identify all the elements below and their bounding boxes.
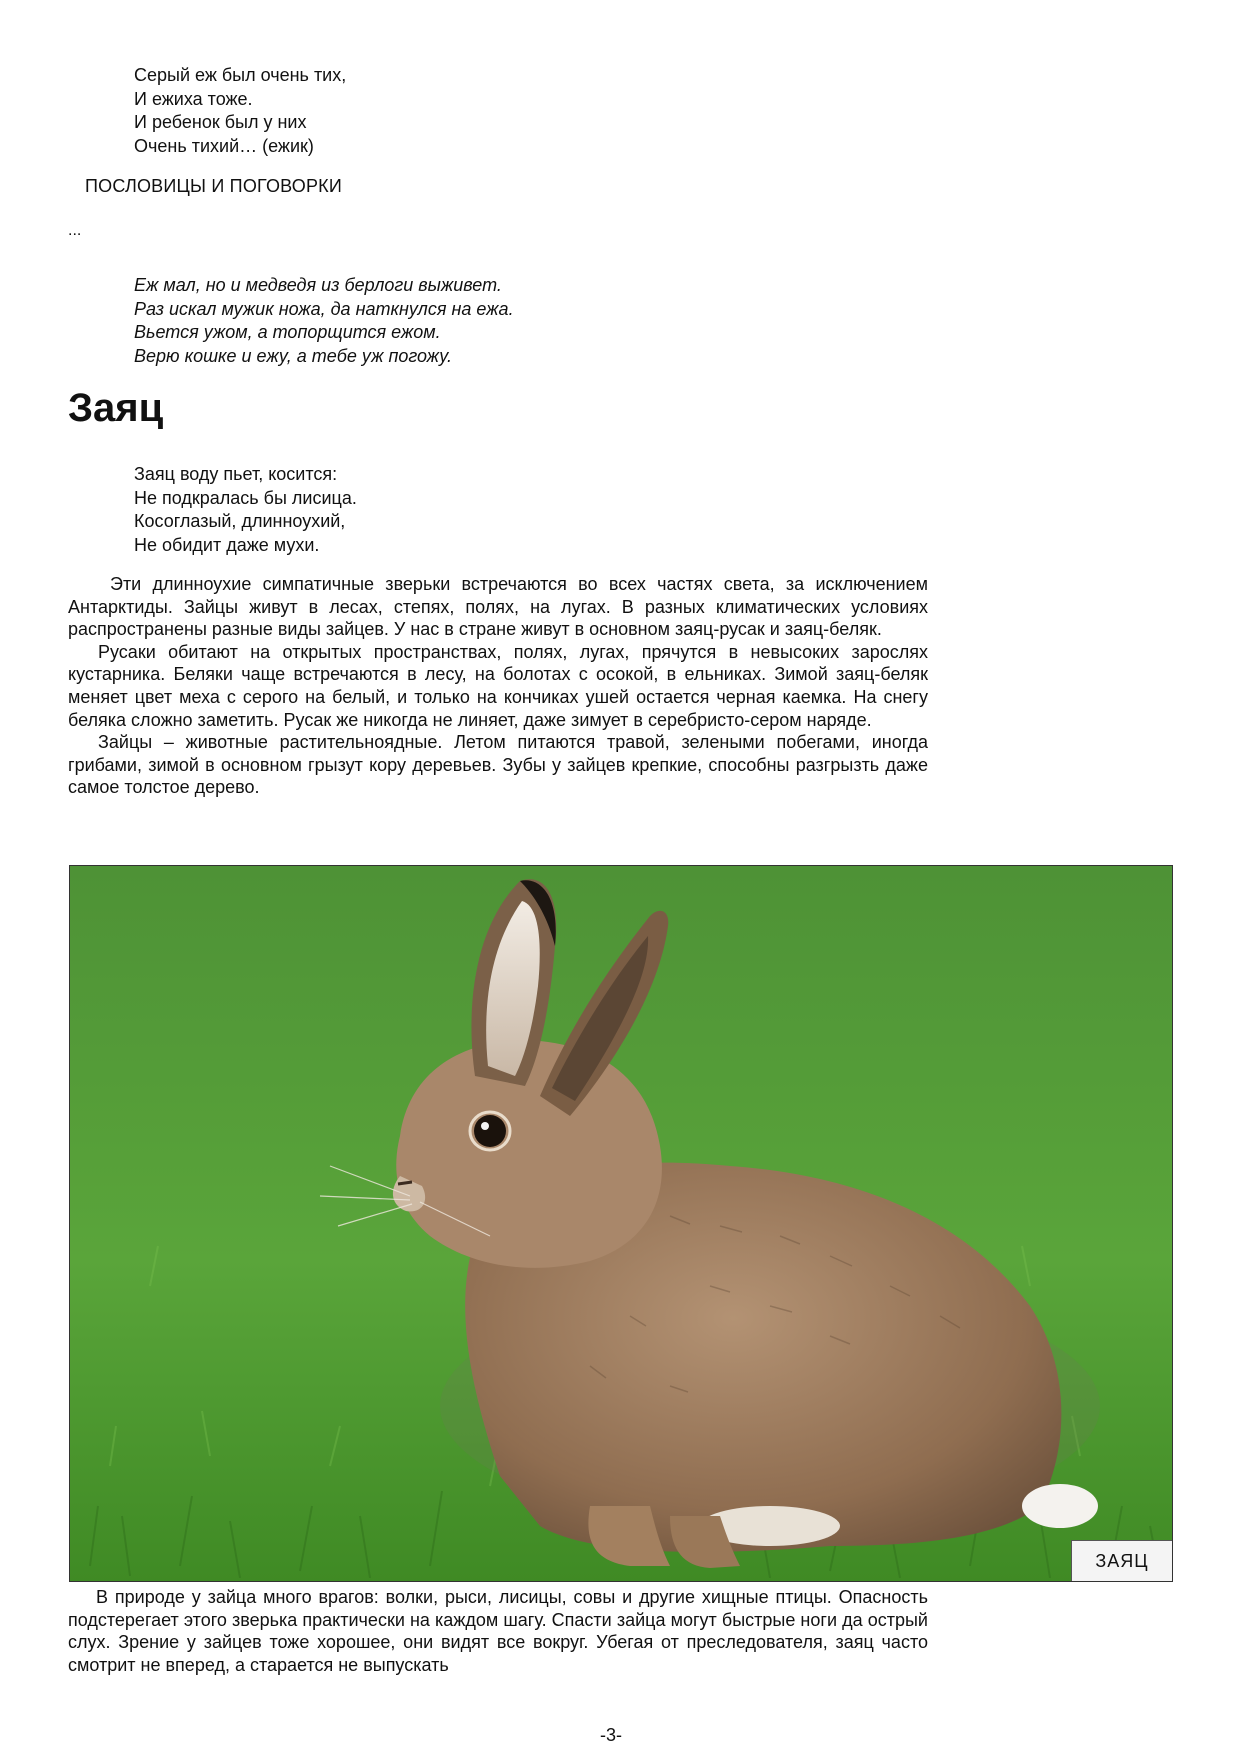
photo-caption: ЗАЯЦ <box>1071 1540 1172 1581</box>
hedgehog-riddle <box>134 64 346 158</box>
proverbs-heading: ПОСЛОВИЦЫ И ПОГОВОРКИ <box>85 176 342 196</box>
hare-illustration <box>70 866 1173 1582</box>
riddle-line: И ежиха тоже. <box>134 88 253 109</box>
riddle-line: Очень тихий… (ежик) <box>134 135 314 156</box>
page-number: -3- <box>600 1725 622 1745</box>
paragraph: Эти длинноухие симпатичные зверьки встречаются во всех частях света, за исключением Антарктиды. Зайцы живут в лесах, степях, полях, на лугах. В разных климатических условиях распространены разные виды зайцев. У нас в стране живут в основном заяц-русак и заяц-беляк. <box>68 574 928 640</box>
proverb-line: Вьется ужом, а топорщится ежом. <box>134 322 441 342</box>
proverbs-list <box>134 274 514 368</box>
ellipsis-text: ... <box>68 222 82 239</box>
poem-line: Не обидит даже мухи. <box>134 534 320 555</box>
paragraph: Зайцы – животные растительноядные. Летом питаются травой, зелеными побегами, иногда грибами, зимой в основном грызут кору деревьев. Зубы у зайцев крепкие, способны разгрызть даже самое толстое дерево. <box>68 732 928 798</box>
paragraph: В природе у зайца много врагов: волки, рыси, лисицы, совы и другие хищные птицы. Опасность подстерегает этого зверька практически на каждом шагу. Спасти зайца могут быстрые ноги да острый слух. Зрение у зайцев тоже хорошее, они видят все вокруг. Убегая от преследователя, заяц часто смотрит не вперед, а старается не выпускать <box>68 1587 928 1675</box>
hare-enemies-text <box>68 1586 928 1676</box>
hare-photo <box>69 865 1173 1582</box>
section-heading-hare: Заяц <box>68 386 164 430</box>
proverb-line: Еж мал, но и медведя из берлоги выживет. <box>134 275 502 295</box>
proverb-line: Раз искал мужик ножа, да наткнулся на ежа. <box>134 298 514 319</box>
paragraph: Русаки обитают на открытых пространствах, полях, лугах, прячутся в невысоких зарослях кустарника. Беляки чаще встречаются в лесу, на болотах с осокой, в ельниках. Зимой заяц-беляк меняет цвет меха с серого на белый, и только на кончиках ушей остается черная каемка. На снегу беляка сложно заметить. Русак же никогда не линяет, даже зимует в серебристо-сером наряде. <box>68 641 928 730</box>
poem-line: Косоглазый, длинноухий, <box>134 511 346 531</box>
poem-line: Не подкралась бы лисица. <box>134 487 357 508</box>
riddle-line: И ребенок был у них <box>134 112 307 132</box>
poem-line: Заяц воду пьет, косится: <box>134 464 338 484</box>
hare-description <box>68 573 928 799</box>
hare-poem <box>134 463 357 557</box>
proverb-line: Верю кошке и ежу, а тебе уж погожу. <box>134 345 453 366</box>
riddle-line: Серый еж был очень тих, <box>134 65 347 85</box>
